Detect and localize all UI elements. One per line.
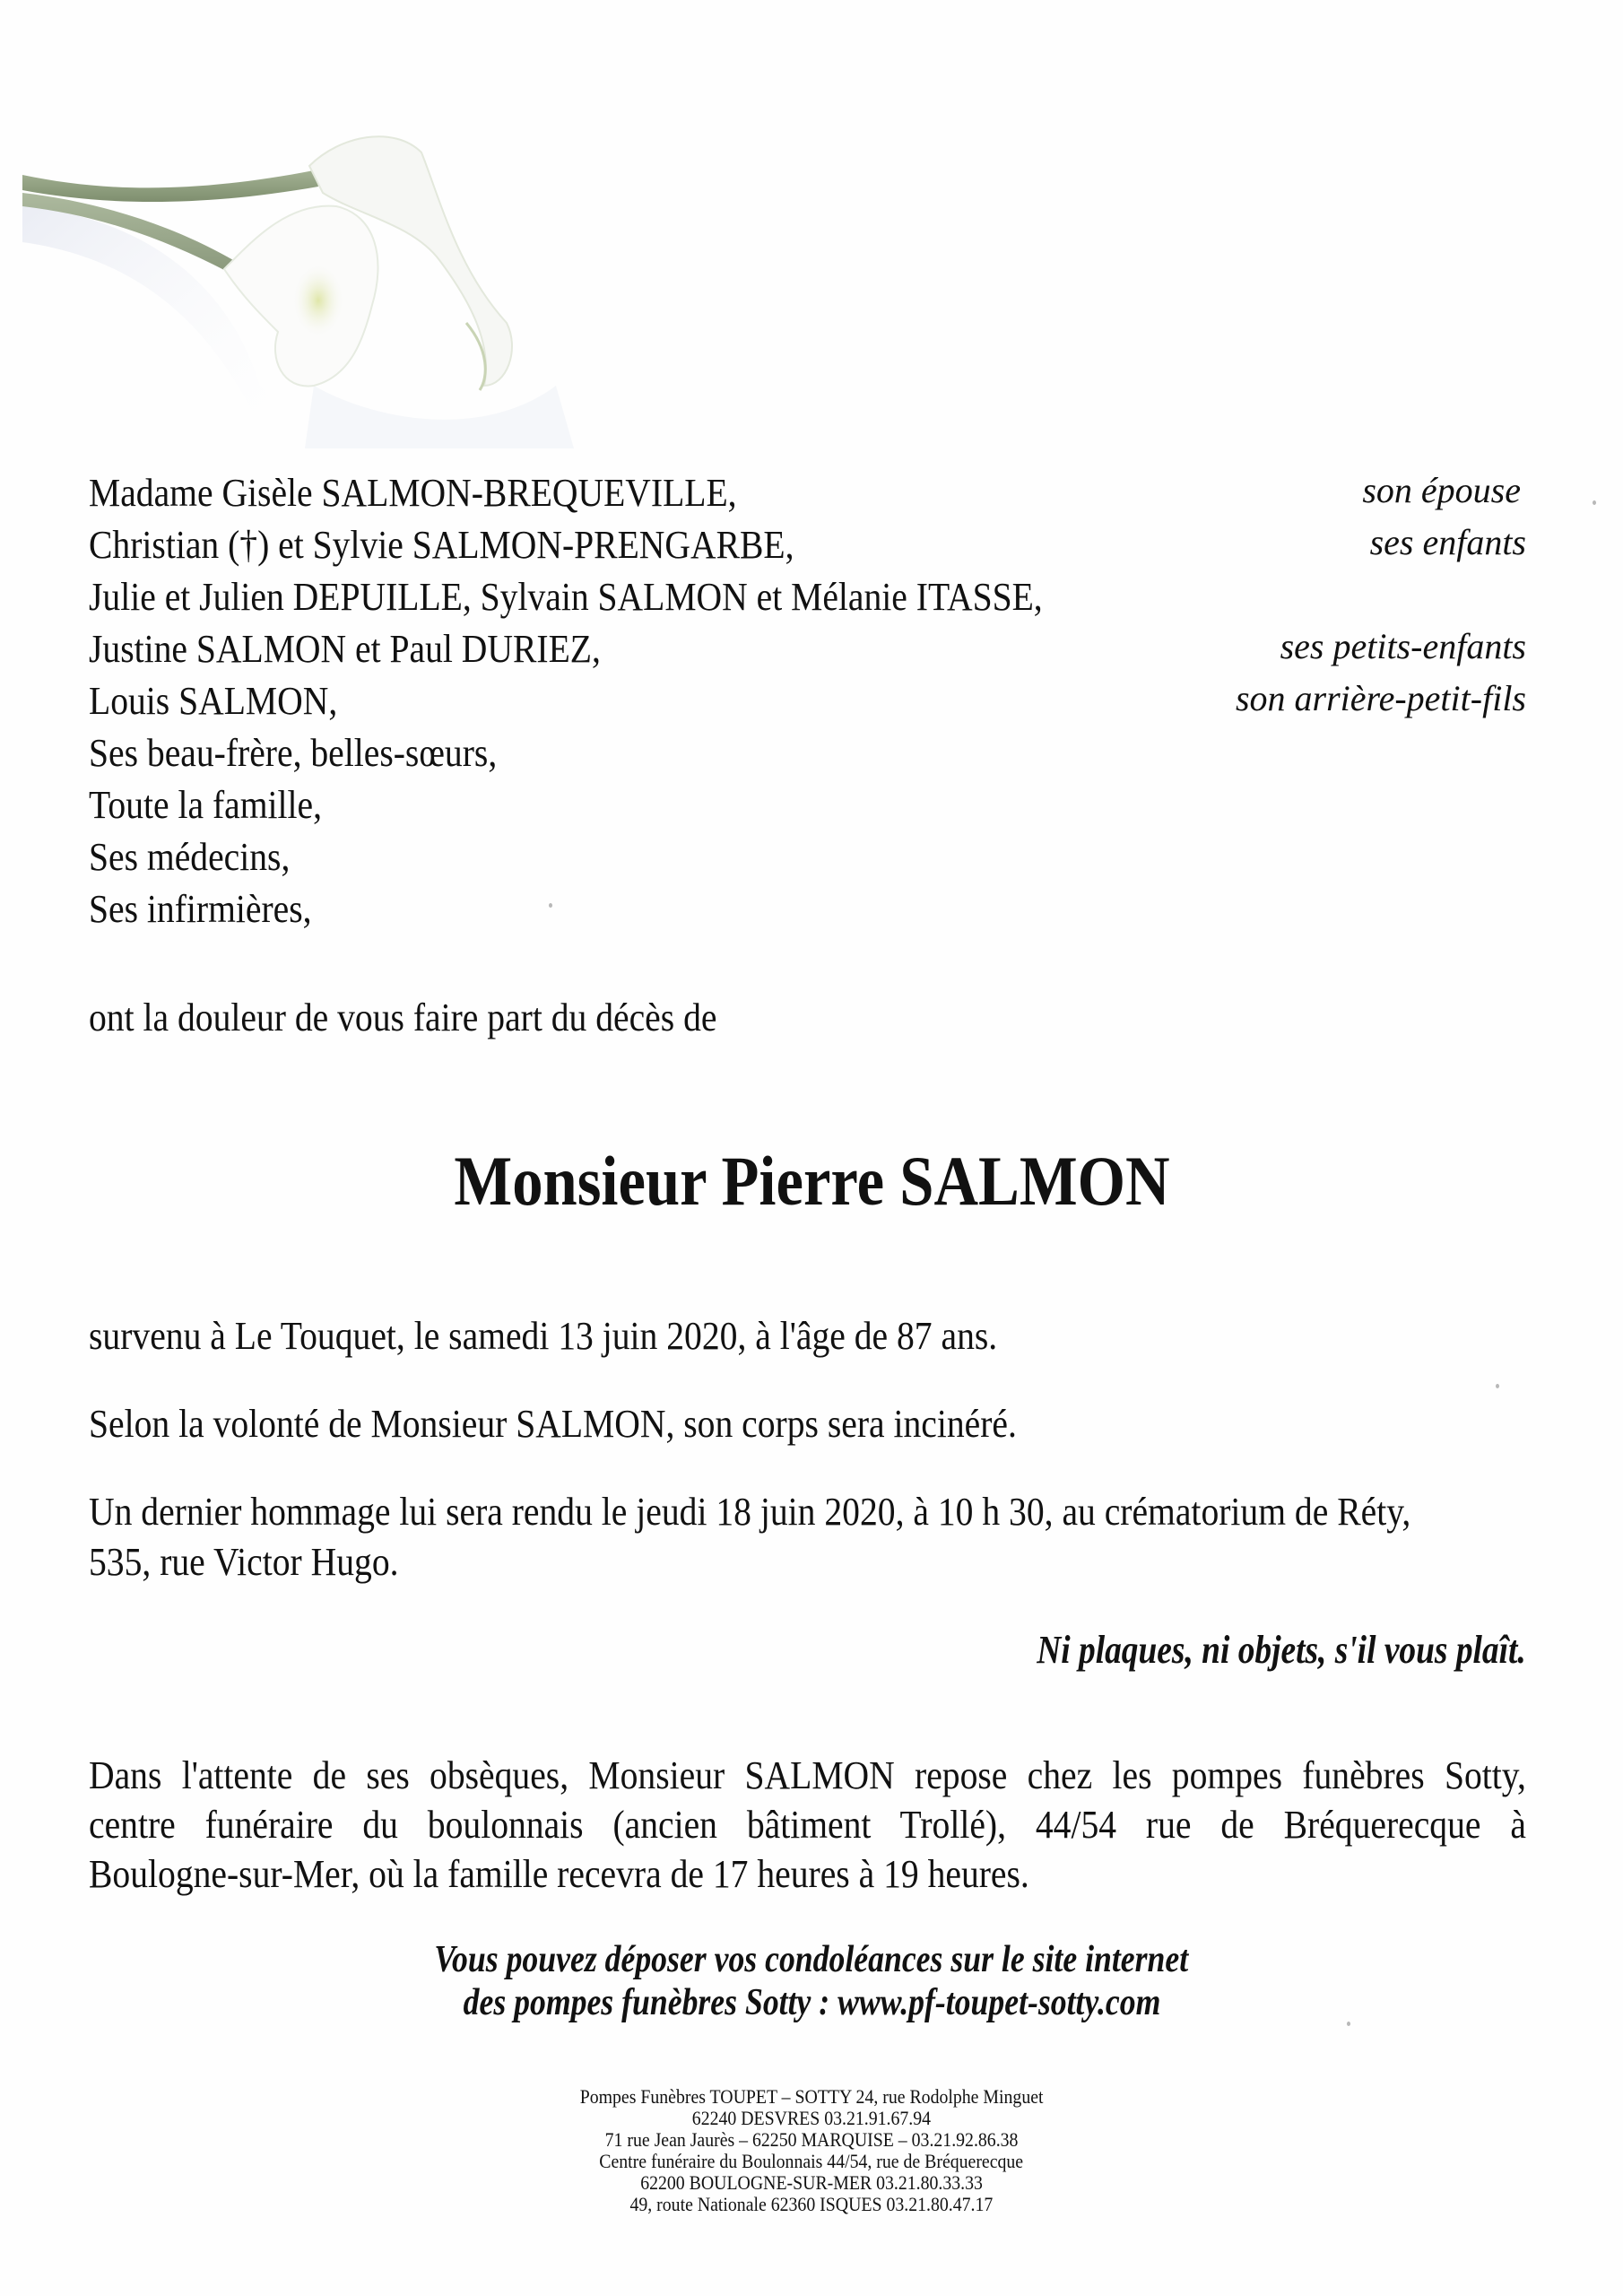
- no-flowers-notice: Ni plaques, ni objets, s'il vous plaît.: [1037, 1628, 1526, 1672]
- footer-text: Centre funéraire du Boulonnais 44/54, rue de Bréquerecque: [599, 2150, 1024, 2172]
- repose-paragraph-line: [89, 1805, 1526, 1845]
- family-member-line: Justine SALMON et Paul DURIEZ,: [89, 627, 601, 671]
- family-member-line: Ses médecins,: [89, 835, 291, 879]
- footer-line: [0, 2109, 1623, 2128]
- relation-label: ses petits-enfants: [1280, 626, 1526, 666]
- condolences-text: Vous pouvez déposer vos condoléances sur le site internet: [434, 1939, 1189, 1980]
- family-member-line: Ses beau-frère, belles-sœurs,: [89, 731, 498, 775]
- repose-text: centre funéraire du boulonnais (ancien bâtiment Trollé), 44/54 rue de Bréquerecque à: [89, 1803, 1526, 1847]
- condolences-line: [0, 1941, 1623, 1979]
- footer-text: Pompes Funèbres TOUPET – SOTTY 24, rue Rodolphe Minguet: [579, 2085, 1044, 2108]
- relation-label: son épouse: [1362, 470, 1521, 510]
- footer-text: 49, route Nationale 62360 ISQUES 03.21.80.47.17: [629, 2193, 994, 2215]
- deceased-name-heading: [0, 1142, 1623, 1220]
- condolences-text: des pompes funèbres Sotty : www.pf-toupet-sotty.com: [463, 1982, 1160, 2023]
- footer-text: 71 rue Jean Jaurès – 62250 MARQUISE – 03.21.92.86.38: [604, 2128, 1019, 2151]
- footer-text: 62240 DESVRES 03.21.91.67.94: [691, 2107, 932, 2129]
- family-member-line: Julie et Julien DEPUILLE, Sylvain SALMON et Mélanie ITASSE,: [89, 575, 1043, 619]
- scan-speck: [1496, 1384, 1499, 1388]
- repose-paragraph-line: [89, 1753, 1526, 1797]
- scan-speck: [1347, 2022, 1350, 2026]
- cremation-wish: Selon la volonté de Monsieur SALMON, son corps sera incinéré.: [89, 1402, 1017, 1446]
- family-member-line: Toute la famille,: [89, 783, 323, 827]
- ceremony-line: Un dernier hommage lui sera rendu le jeudi 18 juin 2020, à 10 h 30, au crématorium de Réty,: [89, 1490, 1411, 1534]
- repose-text: Boulogne-sur-Mer, où la famille recevra de 17 heures à 19 heures.: [89, 1852, 1029, 1896]
- footer-line: [0, 2152, 1623, 2171]
- footer-line: [0, 2195, 1623, 2214]
- condolences-line: [0, 1984, 1623, 2022]
- footer-line: [0, 2087, 1623, 2107]
- footer-text: 62200 BOULOGNE-SUR-MER 03.21.80.33.33: [640, 2171, 983, 2194]
- footer-line: [0, 2173, 1623, 2193]
- death-info: survenu à Le Touquet, le samedi 13 juin 2020, à l'âge de 87 ans.: [89, 1314, 998, 1358]
- family-member-line: Christian (†) et Sylvie SALMON-PRENGARBE,: [89, 523, 794, 567]
- repose-paragraph-line: [89, 1852, 1526, 1896]
- repose-text: Dans l'attente de ses obsèques, Monsieur SALMON repose chez les pompes funèbres Sotty,: [89, 1753, 1526, 1797]
- calla-lily-image: [18, 117, 628, 457]
- scan-speck: [1593, 500, 1596, 505]
- family-member-line: Louis SALMON,: [89, 679, 338, 723]
- family-member-line: Ses infirmières,: [89, 887, 312, 931]
- intro-text: ont la douleur de vous faire part du décès de: [89, 996, 717, 1039]
- family-member-line: Madame Gisèle SALMON-BREQUEVILLE,: [89, 471, 737, 515]
- relation-label: ses enfants: [1369, 522, 1526, 562]
- scan-speck: [549, 903, 552, 908]
- footer-line: [0, 2130, 1623, 2150]
- deceased-name: Monsieur Pierre SALMON: [453, 1142, 1170, 1220]
- relation-label: son arrière-petit-fils: [1235, 678, 1526, 718]
- ceremony-line: 535, rue Victor Hugo.: [89, 1540, 399, 1584]
